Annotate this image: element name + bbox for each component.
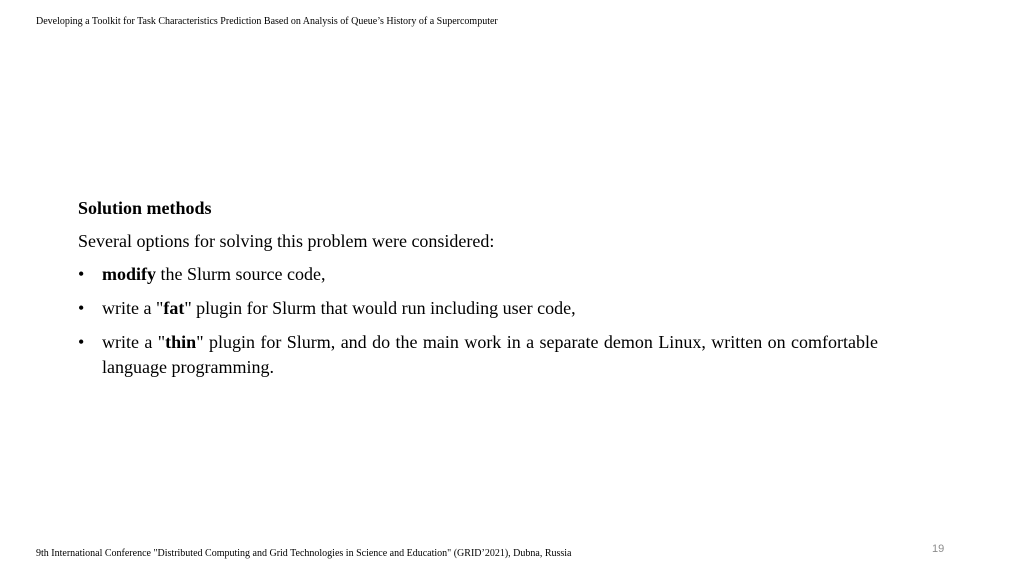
bullet-text-bold: fat xyxy=(163,298,185,318)
bullet-text-post: the Slurm source code, xyxy=(156,264,326,284)
slide-content xyxy=(78,196,878,389)
bullet-text-pre: write a " xyxy=(102,298,164,318)
bullet-icon: • xyxy=(78,264,85,284)
bullet-text-bold: thin xyxy=(165,332,197,352)
slide-header-title: Developing a Toolkit for Task Characteristics Prediction Based on Analysis of Queue’s History of a Supercomputer xyxy=(36,16,498,27)
slide-footer-conference: 9th International Conference "Distributed Computing and Grid Technologies in Science and Education" (GRID’2021), Dubna, Russia xyxy=(36,548,572,559)
section-heading: Solution methods xyxy=(78,198,212,218)
options-list xyxy=(78,262,878,380)
page-number: 19 xyxy=(932,543,945,555)
bullet-text-post: " plugin for Slurm that would run including user code, xyxy=(184,298,576,318)
bullet-icon: • xyxy=(78,332,85,352)
bullet-icon: • xyxy=(78,298,85,318)
intro-text: Several options for solving this problem were considered: xyxy=(78,231,495,251)
list-item xyxy=(78,262,878,287)
bullet-text-post: " plugin for Slurm, and do the main work in a separate demon Linux, written on comfortable language programming. xyxy=(102,332,878,377)
bullet-text-pre: write a " xyxy=(102,332,166,352)
bullet-text-bold: modify xyxy=(102,264,156,284)
list-item xyxy=(78,330,878,380)
list-item xyxy=(78,296,878,321)
